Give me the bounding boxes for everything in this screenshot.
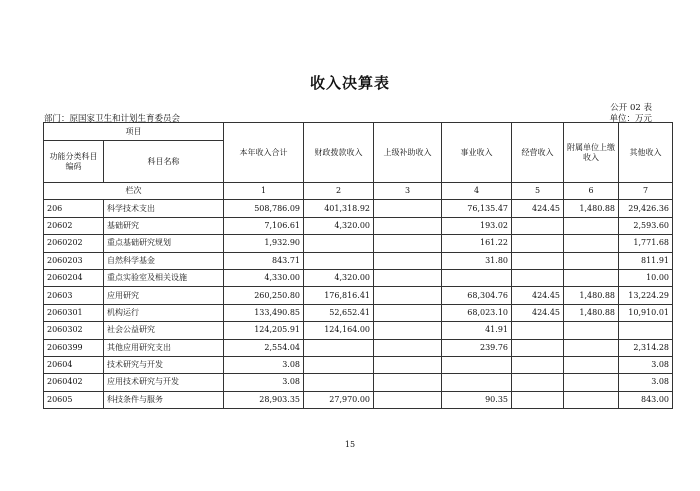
row-value (374, 339, 442, 356)
row-value: 31.80 (442, 252, 512, 269)
row-value (374, 356, 442, 373)
row-value (304, 252, 374, 269)
table-row (44, 322, 673, 339)
row-value (304, 235, 374, 252)
row-value (564, 339, 619, 356)
table-row (44, 374, 673, 391)
header-row-label: 栏次 (44, 183, 224, 200)
header-col-affiliated: 附属单位上缴收入 (564, 123, 619, 183)
row-value (374, 304, 442, 321)
row-value: 13,224.29 (619, 287, 673, 304)
row-code: 2060301 (44, 304, 104, 321)
row-code: 20602 (44, 217, 104, 234)
row-value: 424.45 (512, 200, 564, 217)
row-value: 27,970.00 (304, 391, 374, 408)
row-name: 应用技术研究与开发 (104, 374, 224, 391)
row-value: 161.22 (442, 235, 512, 252)
row-value: 68,023.10 (442, 304, 512, 321)
row-value (374, 235, 442, 252)
row-code: 20603 (44, 287, 104, 304)
row-code: 2060202 (44, 235, 104, 252)
row-value (374, 391, 442, 408)
row-value (374, 269, 442, 286)
row-value: 4,320.00 (304, 269, 374, 286)
row-value: 1,480.88 (564, 287, 619, 304)
row-value: 1,480.88 (564, 304, 619, 321)
income-table (43, 122, 673, 409)
row-value: 239.76 (442, 339, 512, 356)
row-value: 76,135.47 (442, 200, 512, 217)
row-name: 其他应用研究支出 (104, 339, 224, 356)
row-value (512, 269, 564, 286)
row-value: 4,320.00 (304, 217, 374, 234)
row-name: 社会公益研究 (104, 322, 224, 339)
table-row (44, 391, 673, 408)
row-value (564, 356, 619, 373)
row-value: 843.71 (224, 252, 304, 269)
form-number: 公开 02 表 (610, 103, 652, 113)
table-row (44, 235, 673, 252)
row-value: 68,304.76 (442, 287, 512, 304)
row-value: 260,250.80 (224, 287, 304, 304)
row-value: 1,771.68 (619, 235, 673, 252)
row-code: 2060399 (44, 339, 104, 356)
row-name: 重点基础研究规划 (104, 235, 224, 252)
column-number: 6 (564, 183, 619, 200)
column-number: 4 (442, 183, 512, 200)
row-value: 176,816.41 (304, 287, 374, 304)
row-code: 2060204 (44, 269, 104, 286)
row-value (442, 269, 512, 286)
row-value: 29,426.36 (619, 200, 673, 217)
column-number: 3 (374, 183, 442, 200)
row-value (564, 391, 619, 408)
header-col-fiscal: 财政拨款收入 (304, 123, 374, 183)
header-func-code: 功能分类科目编码 (44, 141, 104, 183)
row-value: 811.91 (619, 252, 673, 269)
row-value (442, 374, 512, 391)
row-value: 7,106.61 (224, 217, 304, 234)
department-label: 部门：原国家卫生和计划生育委员会 (44, 114, 181, 124)
row-value: 133,490.85 (224, 304, 304, 321)
column-number: 5 (512, 183, 564, 200)
row-value (564, 269, 619, 286)
row-name: 技术研究与开发 (104, 356, 224, 373)
row-value (564, 252, 619, 269)
page-number: 15 (344, 440, 356, 449)
table-row (44, 356, 673, 373)
row-value (564, 322, 619, 339)
row-code: 2060402 (44, 374, 104, 391)
row-value: 1,932.90 (224, 235, 304, 252)
row-code: 2060302 (44, 322, 104, 339)
table-row (44, 252, 673, 269)
row-value: 10,910.01 (619, 304, 673, 321)
row-value: 3.08 (619, 374, 673, 391)
header-col-total: 本年收入合计 (224, 123, 304, 183)
row-value: 401,318.92 (304, 200, 374, 217)
table-row (44, 339, 673, 356)
row-value (304, 356, 374, 373)
row-value (304, 339, 374, 356)
row-value (374, 217, 442, 234)
row-code: 20604 (44, 356, 104, 373)
row-value (512, 339, 564, 356)
row-value: 124,205.91 (224, 322, 304, 339)
row-name: 机构运行 (104, 304, 224, 321)
row-value: 2,314.28 (619, 339, 673, 356)
row-value (374, 287, 442, 304)
row-code: 2060203 (44, 252, 104, 269)
row-code: 20605 (44, 391, 104, 408)
row-value (512, 356, 564, 373)
row-value (512, 217, 564, 234)
row-value: 193.02 (442, 217, 512, 234)
row-value (564, 217, 619, 234)
header-col-superior-subsidy: 上级补助收入 (374, 123, 442, 183)
row-value (374, 374, 442, 391)
row-value (374, 200, 442, 217)
row-value: 508,786.09 (224, 200, 304, 217)
column-number: 1 (224, 183, 304, 200)
row-value: 41.91 (442, 322, 512, 339)
table-row (44, 304, 673, 321)
row-value (512, 391, 564, 408)
row-value: 28,903.35 (224, 391, 304, 408)
row-value (619, 322, 673, 339)
row-value (374, 252, 442, 269)
row-name: 应用研究 (104, 287, 224, 304)
row-value: 52,652.41 (304, 304, 374, 321)
table-body (44, 200, 673, 409)
row-code: 206 (44, 200, 104, 217)
header-subject-name: 科目名称 (104, 141, 224, 183)
row-value (304, 374, 374, 391)
row-name: 科学技术支出 (104, 200, 224, 217)
column-number: 2 (304, 183, 374, 200)
row-value: 3.08 (224, 374, 304, 391)
table-row (44, 287, 673, 304)
row-value (512, 252, 564, 269)
row-value: 2,554.04 (224, 339, 304, 356)
row-value: 1,480.88 (564, 200, 619, 217)
row-value (512, 322, 564, 339)
row-value: 10.00 (619, 269, 673, 286)
row-value (564, 235, 619, 252)
page-title: 收入决算表 (309, 74, 390, 92)
row-value: 90.35 (442, 391, 512, 408)
row-value (442, 356, 512, 373)
row-value: 2,593.60 (619, 217, 673, 234)
row-value: 843.00 (619, 391, 673, 408)
row-value: 124,164.00 (304, 322, 374, 339)
row-name: 基础研究 (104, 217, 224, 234)
row-name: 科技条件与服务 (104, 391, 224, 408)
row-value: 424.45 (512, 287, 564, 304)
header-col-business: 事业收入 (442, 123, 512, 183)
header-col-other: 其他收入 (619, 123, 673, 183)
row-value: 4,330.00 (224, 269, 304, 286)
row-value (564, 374, 619, 391)
row-value (512, 235, 564, 252)
header-item: 项目 (44, 123, 224, 141)
header-col-operating: 经营收入 (512, 123, 564, 183)
row-value (374, 322, 442, 339)
row-name: 重点实验室及相关设施 (104, 269, 224, 286)
row-value: 3.08 (619, 356, 673, 373)
row-value (512, 374, 564, 391)
row-value: 424.45 (512, 304, 564, 321)
row-value: 3.08 (224, 356, 304, 373)
table-row (44, 269, 673, 286)
column-number: 7 (619, 183, 673, 200)
row-name: 自然科学基金 (104, 252, 224, 269)
table-row (44, 217, 673, 234)
unit-label: 单位：万元 (609, 114, 652, 124)
table-row (44, 200, 673, 217)
